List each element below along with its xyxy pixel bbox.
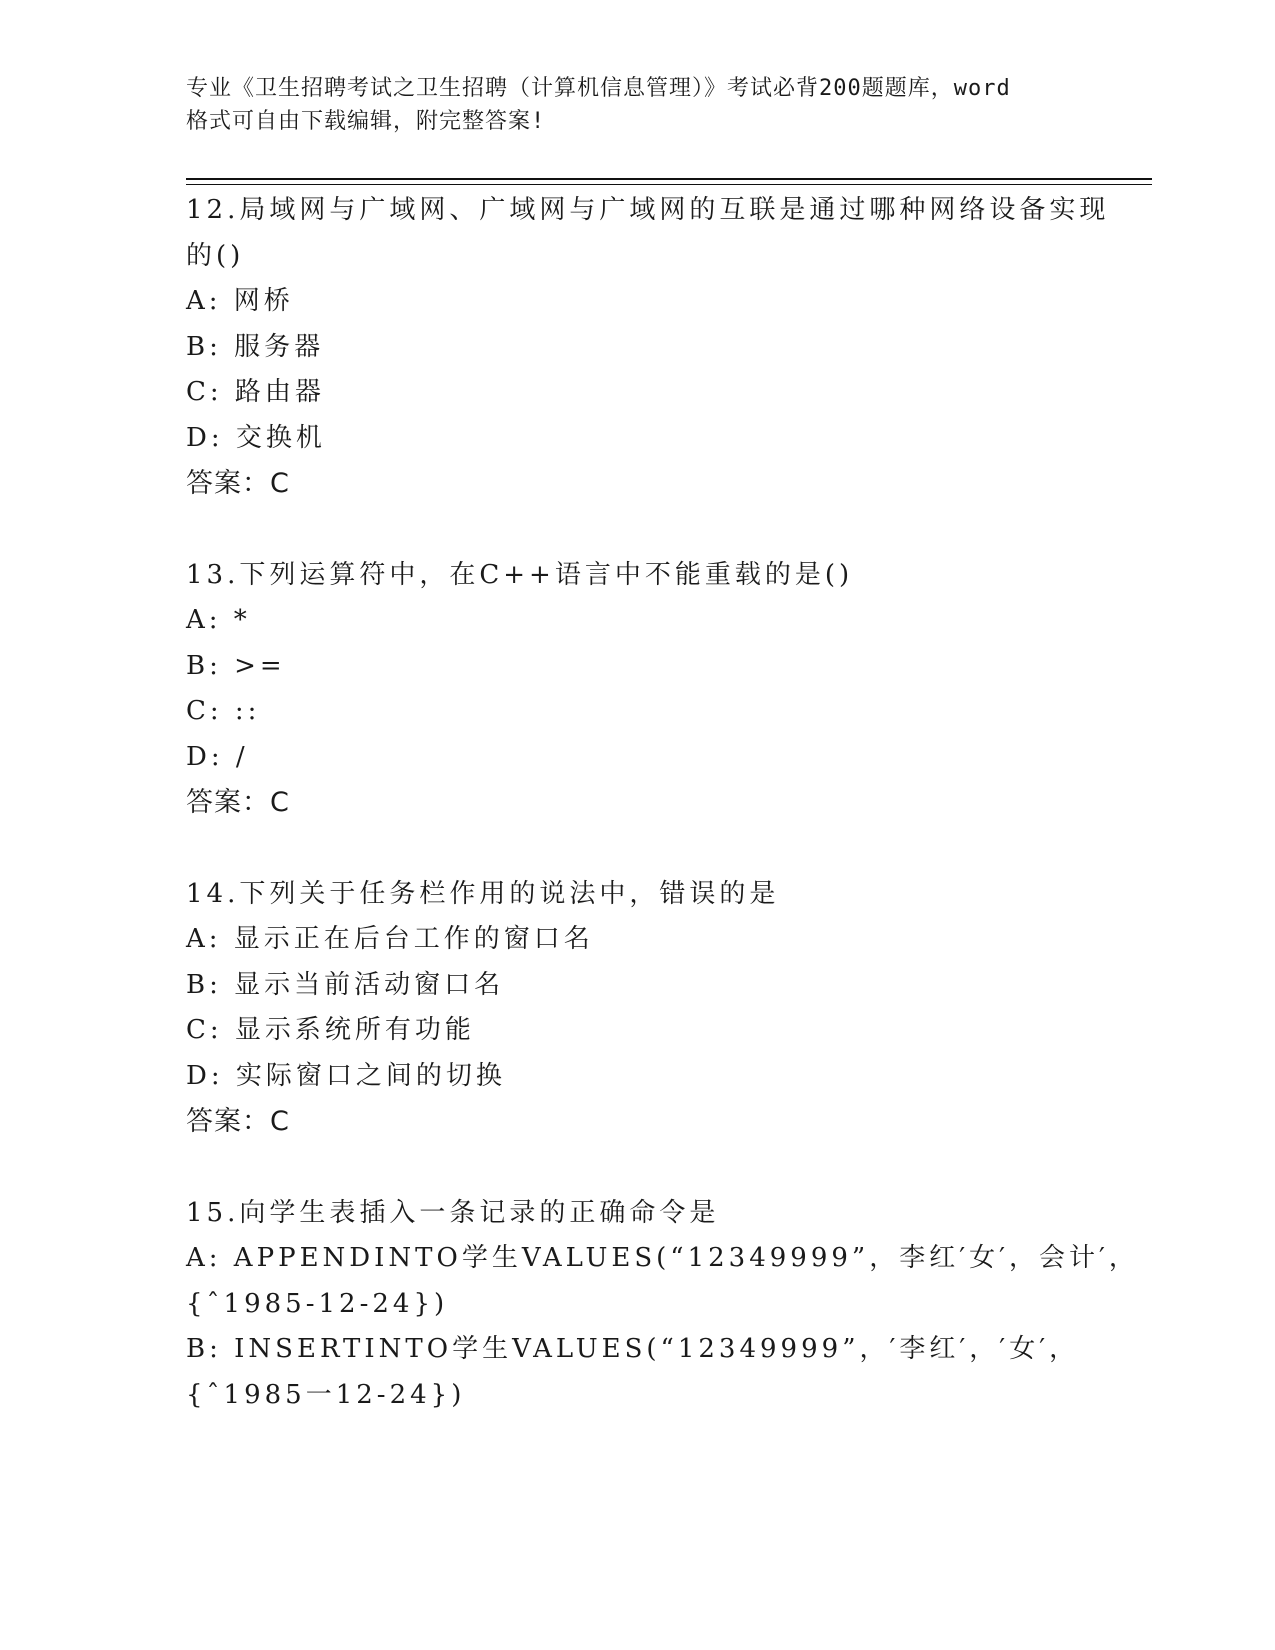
option-a: A: * (186, 605, 251, 635)
header-divider-thick (186, 178, 1152, 180)
spacer (186, 826, 1086, 872)
option-d: D: / (186, 741, 249, 772)
answer-label: 答案：C (186, 468, 290, 499)
option-c: C: :: (186, 696, 261, 726)
question-12 (186, 188, 1110, 507)
option-b: B: INSERTINTO学生VALUES(“12349999”，′李红′，′女′， (186, 1334, 1080, 1364)
question-13 (186, 553, 1086, 826)
question-text: 的() (186, 240, 245, 271)
header-line-2: 格式可自由下载编辑，附完整答案! (186, 109, 546, 134)
option-c: C: 显示系统所有功能 (186, 1015, 475, 1045)
answer-label: 答案：C (186, 787, 290, 818)
option-c: C: 路由器 (186, 377, 325, 407)
option-a: A: 显示正在后台工作的窗口名 (186, 924, 594, 954)
option-b-continued: {ˆ1985一12-24}) (186, 1379, 466, 1410)
option-a: A: 网桥 (186, 286, 294, 316)
question-14 (186, 872, 1086, 1145)
option-a-continued: {ˆ1985-12-24}) (186, 1288, 449, 1319)
spacer (186, 1145, 1086, 1191)
spacer (186, 507, 1086, 553)
answer-label: 答案：C (186, 1106, 290, 1137)
option-d: D: 交换机 (186, 422, 326, 453)
option-a: A: APPENDINTO学生VALUES(“12349999”，李红′女′，会计′， (186, 1243, 1139, 1273)
option-b: B: >= (186, 650, 286, 681)
question-text: 14.下列关于任务栏作用的说法中，错误的是 (186, 878, 780, 909)
header-divider-thin (186, 184, 1152, 185)
option-d: D: 实际窗口之间的切换 (186, 1060, 506, 1091)
question-text: 13.下列运算符中，在C++语言中不能重载的是() (186, 559, 854, 590)
question-text: 15.向学生表插入一条记录的正确命令是 (186, 1197, 720, 1228)
option-b: B: 显示当前活动窗口名 (186, 969, 505, 1000)
option-b: B: 服务器 (186, 331, 325, 362)
question-list (186, 188, 1139, 1418)
document-header (186, 72, 1086, 138)
question-15 (186, 1191, 1139, 1419)
question-text: 12.局域网与广域网、广域网与广域网的互联是通过哪种网络设备实现 (186, 195, 1110, 225)
header-line-1: 专业《卫生招聘考试之卫生招聘（计算机信息管理）》考试必背200题题库，word (186, 76, 1011, 101)
